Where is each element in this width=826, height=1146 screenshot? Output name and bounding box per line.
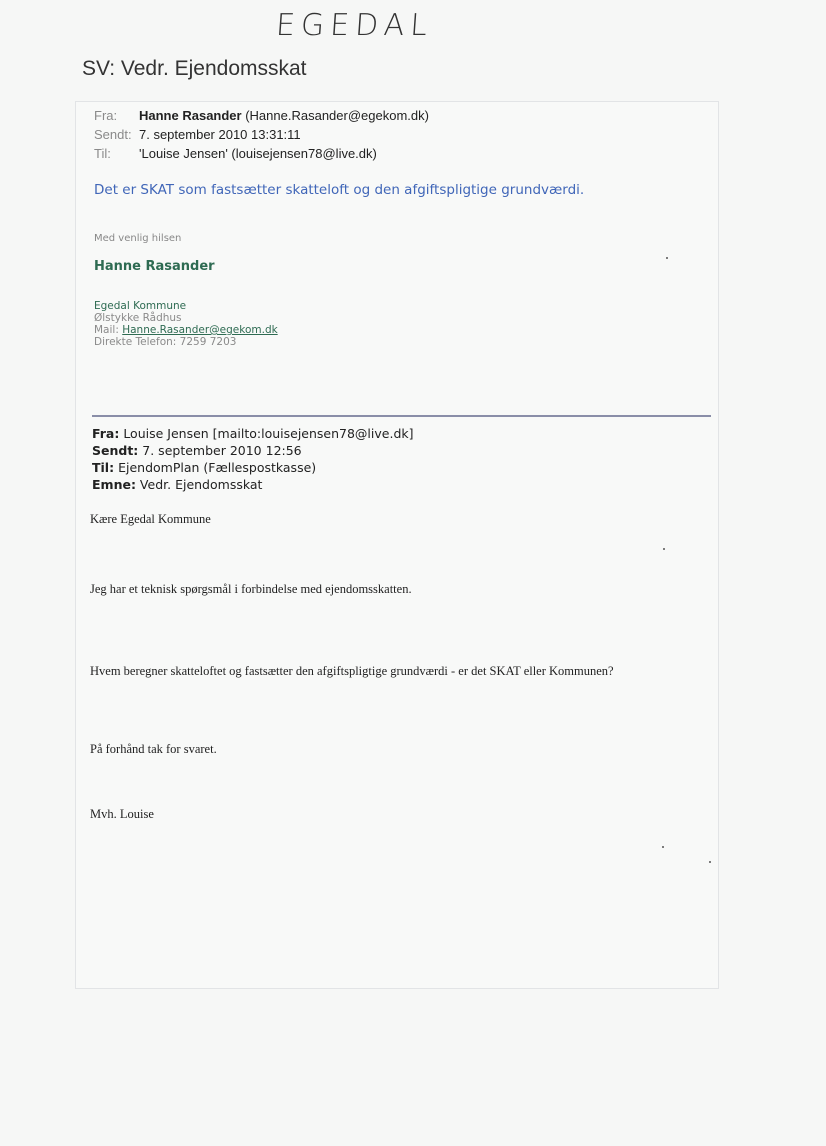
scan-speck bbox=[666, 257, 668, 259]
recipient[interactable]: 'Louise Jensen' (louisejensen78@live.dk) bbox=[139, 146, 377, 161]
quoted-message-divider bbox=[92, 415, 711, 417]
reply-from-row bbox=[94, 106, 429, 125]
signature-location: Ølstykke Rådhus bbox=[94, 312, 182, 324]
signature-name: Hanne Rasander bbox=[94, 259, 215, 274]
original-sender[interactable]: Louise Jensen [mailto:louisejensen78@live.dk] bbox=[119, 426, 414, 441]
original-from-row: Fra: Louise Jensen [mailto:louisejensen78@live.dk] bbox=[92, 426, 414, 441]
reply-to-row bbox=[94, 144, 429, 163]
signature-organization: Egedal Kommune bbox=[94, 300, 187, 312]
reply-message: Det er SKAT som fastsætter skatteloft og den afgiftspligtige grundværdi. bbox=[94, 182, 585, 198]
signature-phone: Direkte Telefon: 7259 7203 bbox=[94, 336, 237, 348]
original-thanks: På forhånd tak for svaret. bbox=[90, 742, 217, 756]
reply-sent-row bbox=[94, 125, 429, 144]
scan-speck bbox=[663, 548, 665, 550]
original-salutation: Kære Egedal Kommune bbox=[90, 512, 211, 526]
signature-mail-row bbox=[94, 324, 278, 336]
sent-label: Sendt: bbox=[94, 127, 132, 142]
sender-name[interactable]: Hanne Rasander bbox=[139, 108, 242, 123]
signature-block bbox=[94, 300, 278, 348]
handwritten-annotation: EGEDAL bbox=[274, 8, 435, 43]
original-recipient[interactable]: EjendomPlan (Fællespostkasse) bbox=[114, 460, 317, 475]
original-subject-row: Emne: Vedr. Ejendomsskat bbox=[92, 477, 263, 492]
original-signoff: Mvh. Louise bbox=[90, 807, 154, 821]
from-label: Fra: bbox=[94, 108, 118, 123]
original-sent-value: 7. september 2010 12:56 bbox=[138, 443, 302, 458]
original-message-header bbox=[92, 425, 414, 493]
original-subject: Vedr. Ejendomsskat bbox=[135, 477, 263, 492]
scan-speck bbox=[662, 846, 664, 848]
sender-email[interactable]: (Hanne.Rasander@egekom.dk) bbox=[245, 108, 429, 123]
mail-label: Mail: bbox=[94, 324, 123, 336]
original-question: Hvem beregner skatteloftet og fastsætter den afgiftspligtige grundværdi - er det SKAT eller Kommunen? bbox=[90, 664, 614, 678]
original-paragraph: Jeg har et teknisk spørgsmål i forbindelse med ejendomsskatten. bbox=[90, 582, 412, 596]
to-label: Til: bbox=[94, 146, 111, 161]
original-sent-row: Sendt: 7. september 2010 12:56 bbox=[92, 443, 302, 458]
email-subject-title: SV: Vedr. Ejendomsskat bbox=[82, 57, 307, 80]
closing-greeting: Med venlig hilsen bbox=[94, 233, 182, 244]
email-body-container bbox=[75, 101, 719, 989]
signature-email-link[interactable]: Hanne.Rasander@egekom.dk bbox=[122, 324, 278, 336]
scan-speck bbox=[709, 861, 711, 863]
reply-header bbox=[94, 106, 429, 163]
original-to-row: Til: EjendomPlan (Fællespostkasse) bbox=[92, 460, 317, 475]
sent-value: 7. september 2010 13:31:11 bbox=[139, 127, 301, 142]
